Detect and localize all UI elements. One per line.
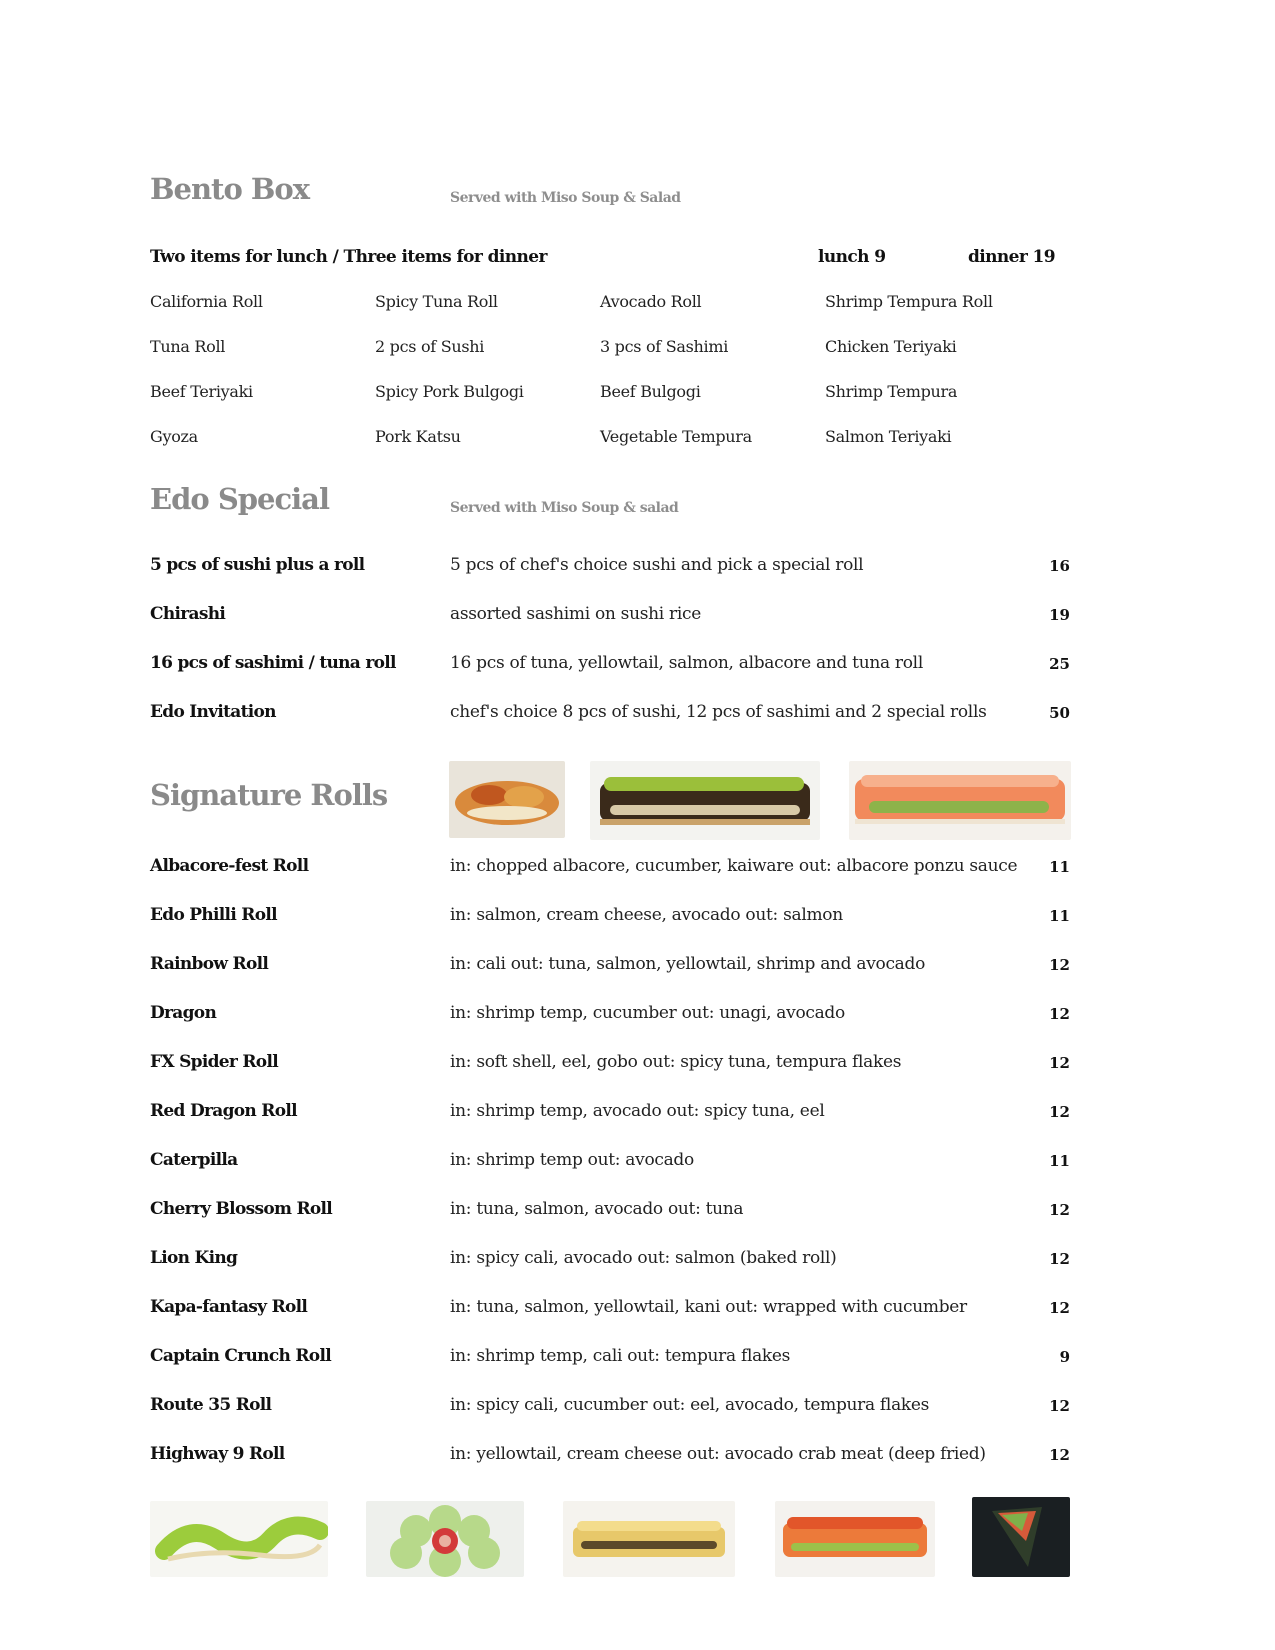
item-description: in: soft shell, eel, gobo out: spicy tuna, tempura flakes — [450, 1052, 902, 1072]
edo-item — [150, 555, 1070, 585]
item-description: in: chopped albacore, cucumber, kaiware out: albacore ponzu sauce — [450, 856, 1018, 876]
bento-item: Beef Bulgogi — [600, 382, 701, 401]
item-name: Caterpilla — [150, 1150, 238, 1170]
bento-items-grid — [150, 292, 1050, 472]
item-description: in: spicy cali, avocado out: salmon (baked roll) — [450, 1248, 837, 1268]
item-price: 9 — [1059, 1348, 1070, 1366]
bento-lunch-price: lunch 9 — [818, 247, 886, 267]
bento-item: Spicy Pork Bulgogi — [375, 382, 524, 401]
item-name: Cherry Blossom Roll — [150, 1199, 333, 1219]
bento-dinner-price: dinner 19 — [968, 247, 1056, 267]
item-description: in: cali out: tuna, salmon, yellowtail, shrimp and avocado — [450, 954, 926, 974]
signature-item — [150, 1248, 1070, 1278]
signature-item — [150, 1297, 1070, 1327]
item-name: FX Spider Roll — [150, 1052, 278, 1072]
item-price: 12 — [1049, 1446, 1070, 1464]
bento-item: Salmon Teriyaki — [825, 427, 952, 446]
bento-item: 3 pcs of Sashimi — [600, 337, 729, 356]
item-price: 12 — [1049, 1299, 1070, 1317]
item-price: 12 — [1049, 1397, 1070, 1415]
signature-item — [150, 1346, 1070, 1376]
item-price: 12 — [1049, 1250, 1070, 1268]
signature-item — [150, 1395, 1070, 1425]
item-price: 12 — [1049, 1201, 1070, 1219]
item-price: 11 — [1049, 907, 1070, 925]
signature-item — [150, 905, 1070, 935]
signature-item — [150, 1444, 1070, 1474]
item-description: in: salmon, cream cheese, avocado out: salmon — [450, 905, 843, 925]
roll-photo — [366, 1501, 524, 1577]
edo-served-note: Served with Miso Soup & salad — [450, 500, 679, 516]
item-description: in: tuna, salmon, yellowtail, kani out: wrapped with cucumber — [450, 1297, 967, 1317]
roll-photo — [775, 1501, 935, 1577]
item-name: Lion King — [150, 1248, 238, 1268]
edo-item — [150, 702, 1070, 732]
item-description: in: spicy cali, cucumber out: eel, avocado, tempura flakes — [450, 1395, 930, 1415]
signature-item — [150, 1150, 1070, 1180]
bento-item: Vegetable Tempura — [600, 427, 752, 446]
bento-box-title: Bento Box — [150, 172, 310, 206]
edo-item — [150, 653, 1070, 683]
item-description: assorted sashimi on sushi rice — [450, 604, 701, 624]
roll-photo — [849, 761, 1071, 840]
signature-rolls-title: Signature Rolls — [150, 778, 388, 812]
item-name: Edo Invitation — [150, 702, 276, 722]
item-description: in: tuna, salmon, avocado out: tuna — [450, 1199, 744, 1219]
signature-item — [150, 1003, 1070, 1033]
item-price: 12 — [1049, 1005, 1070, 1023]
item-description: in: yellowtail, cream cheese out: avocado crab meat (deep fried) — [450, 1444, 986, 1464]
item-name: Chirashi — [150, 604, 226, 624]
item-name: 5 pcs of sushi plus a roll — [150, 555, 365, 575]
item-description: 5 pcs of chef's choice sushi and pick a special roll — [450, 555, 864, 575]
bento-rule: Two items for lunch / Three items for dinner — [150, 247, 547, 267]
bento-item: California Roll — [150, 292, 263, 311]
item-price: 11 — [1049, 1152, 1070, 1170]
item-name: Kapa-fantasy Roll — [150, 1297, 308, 1317]
signature-item — [150, 856, 1070, 886]
edo-special-title: Edo Special — [150, 482, 329, 516]
bento-item: Tuna Roll — [150, 337, 226, 356]
item-price: 12 — [1049, 1103, 1070, 1121]
bento-item: Shrimp Tempura Roll — [825, 292, 993, 311]
bento-item: Chicken Teriyaki — [825, 337, 957, 356]
signature-item — [150, 954, 1070, 984]
signature-item — [150, 1199, 1070, 1229]
bento-item: Shrimp Tempura — [825, 382, 958, 401]
roll-photo — [150, 1501, 328, 1577]
roll-photo — [972, 1497, 1070, 1577]
item-name: 16 pcs of sashimi / tuna roll — [150, 653, 396, 673]
signature-item — [150, 1101, 1070, 1131]
item-price: 19 — [1049, 606, 1070, 624]
item-description: in: shrimp temp out: avocado — [450, 1150, 694, 1170]
item-price: 11 — [1049, 858, 1070, 876]
item-price: 12 — [1049, 1054, 1070, 1072]
item-description: chef's choice 8 pcs of sushi, 12 pcs of sashimi and 2 special rolls — [450, 702, 987, 722]
item-name: Red Dragon Roll — [150, 1101, 297, 1121]
item-name: Dragon — [150, 1003, 217, 1023]
item-name: Captain Crunch Roll — [150, 1346, 331, 1366]
roll-photo — [590, 761, 820, 840]
roll-photo — [449, 761, 565, 838]
roll-photo — [563, 1501, 735, 1577]
bento-item: Pork Katsu — [375, 427, 461, 446]
bento-item: Beef Teriyaki — [150, 382, 253, 401]
item-price: 16 — [1049, 557, 1070, 575]
bento-item: Avocado Roll — [600, 292, 702, 311]
item-name: Highway 9 Roll — [150, 1444, 285, 1464]
item-name: Route 35 Roll — [150, 1395, 272, 1415]
item-name: Albacore-fest Roll — [150, 856, 309, 876]
bento-item: Gyoza — [150, 427, 198, 446]
item-price: 12 — [1049, 956, 1070, 974]
bento-served-note: Served with Miso Soup & Salad — [450, 190, 681, 206]
signature-item — [150, 1052, 1070, 1082]
item-description: in: shrimp temp, cali out: tempura flakes — [450, 1346, 791, 1366]
item-description: 16 pcs of tuna, yellowtail, salmon, albacore and tuna roll — [450, 653, 923, 673]
bento-item: Spicy Tuna Roll — [375, 292, 498, 311]
item-price: 25 — [1049, 655, 1070, 673]
edo-item — [150, 604, 1070, 634]
item-description: in: shrimp temp, cucumber out: unagi, avocado — [450, 1003, 845, 1023]
item-name: Rainbow Roll — [150, 954, 269, 974]
bento-item: 2 pcs of Sushi — [375, 337, 485, 356]
item-description: in: shrimp temp, avocado out: spicy tuna, eel — [450, 1101, 825, 1121]
item-name: Edo Philli Roll — [150, 905, 277, 925]
item-price: 50 — [1049, 704, 1070, 722]
